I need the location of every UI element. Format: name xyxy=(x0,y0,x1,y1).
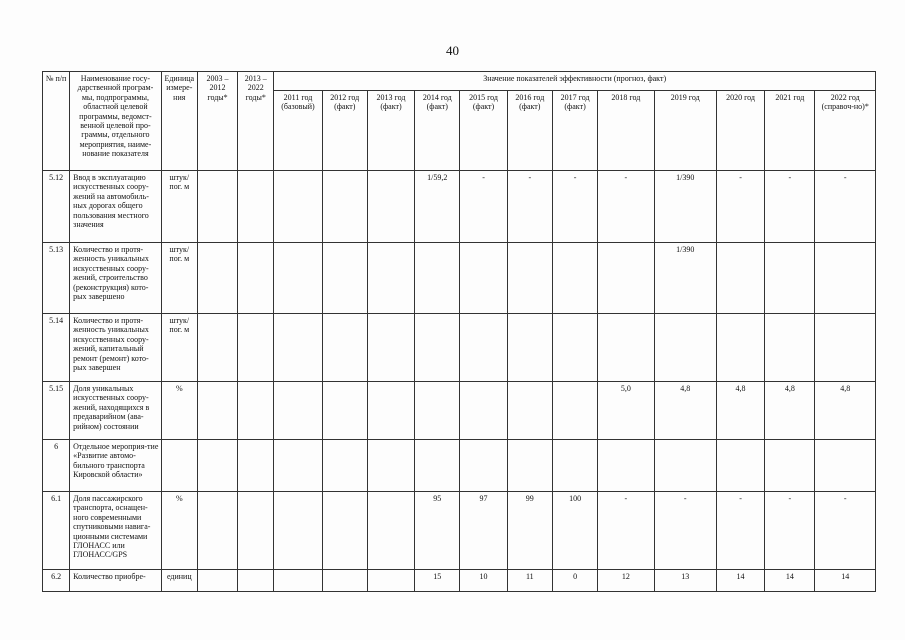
value-2013-2022 xyxy=(238,314,274,382)
year-value xyxy=(415,382,460,440)
table-row xyxy=(43,492,876,570)
table-body xyxy=(43,171,876,592)
table-header xyxy=(43,72,876,171)
year-value xyxy=(552,243,597,314)
year-value xyxy=(274,243,322,314)
year-value xyxy=(367,440,414,492)
header-year: 2015 год (факт) xyxy=(460,91,507,171)
header-year: 2018 год xyxy=(598,91,654,171)
page-number: 40 xyxy=(446,43,459,58)
row-number: 6 xyxy=(43,440,70,492)
header-year: 2017 год (факт) xyxy=(552,91,597,171)
year-value: 13 xyxy=(654,570,716,592)
year-value xyxy=(765,314,815,382)
year-value xyxy=(460,440,507,492)
year-value xyxy=(322,570,367,592)
year-value: 15 xyxy=(415,570,460,592)
year-value xyxy=(507,440,552,492)
year-value xyxy=(415,314,460,382)
table-row xyxy=(43,382,876,440)
year-value xyxy=(815,314,876,382)
unit xyxy=(161,440,197,492)
year-value: 4,8 xyxy=(716,382,764,440)
year-value: 4,8 xyxy=(765,382,815,440)
year-value: - xyxy=(815,492,876,570)
year-value xyxy=(322,314,367,382)
year-value: - xyxy=(598,171,654,243)
row-number: 6.2 xyxy=(43,570,70,592)
unit: штук/ пог. м xyxy=(161,314,197,382)
indicator-name: Доля уникальных искусственных соору-жений, находящихся в предаварийном (ава-рийном) состоянии xyxy=(70,382,162,440)
year-value: 1/59,2 xyxy=(415,171,460,243)
year-value xyxy=(507,243,552,314)
year-value: 11 xyxy=(507,570,552,592)
unit: штук/ пог. м xyxy=(161,243,197,314)
year-value: - xyxy=(716,171,764,243)
year-value xyxy=(598,243,654,314)
indicators-table xyxy=(42,71,876,592)
unit: единиц xyxy=(161,570,197,592)
table-row xyxy=(43,440,876,492)
year-value xyxy=(367,314,414,382)
year-value xyxy=(815,243,876,314)
year-value: 1/390 xyxy=(654,243,716,314)
year-value xyxy=(415,243,460,314)
year-value: 100 xyxy=(552,492,597,570)
year-value xyxy=(367,570,414,592)
year-value: 95 xyxy=(415,492,460,570)
year-value xyxy=(552,440,597,492)
header-name: Наименование госу-дарственной програм-мы, подпрограммы, областной целевой программы, ведомст-венной целевой про-граммы, отдельного мероприятия, наиме-нование показателя xyxy=(70,72,162,171)
value-2003-2012 xyxy=(197,243,237,314)
year-value: - xyxy=(460,171,507,243)
year-value xyxy=(460,314,507,382)
year-value xyxy=(367,492,414,570)
header-num: № п/п xyxy=(43,72,70,171)
year-value xyxy=(716,314,764,382)
year-value: - xyxy=(716,492,764,570)
indicator-name: Количество и протя-женность уникальных искусственных соору-жений, строительство (реконструкция) кото-рых завершено xyxy=(70,243,162,314)
value-2013-2022 xyxy=(238,440,274,492)
indicator-name: Отдельное мероприя-тие «Развитие автомо-бильного транспорта Кировской области» xyxy=(70,440,162,492)
year-value xyxy=(274,171,322,243)
header-2013-2022: 2013 – 2022 годы* xyxy=(238,72,274,171)
year-value xyxy=(716,440,764,492)
header-year: 2013 год (факт) xyxy=(367,91,414,171)
row-number: 5.14 xyxy=(43,314,70,382)
year-value xyxy=(765,440,815,492)
table-row xyxy=(43,171,876,243)
year-value xyxy=(815,440,876,492)
year-value xyxy=(367,171,414,243)
year-value: 12 xyxy=(598,570,654,592)
value-2003-2012 xyxy=(197,492,237,570)
value-2003-2012 xyxy=(197,314,237,382)
value-2013-2022 xyxy=(238,243,274,314)
year-value: - xyxy=(765,171,815,243)
year-value xyxy=(322,440,367,492)
year-value xyxy=(274,314,322,382)
year-value: 14 xyxy=(765,570,815,592)
year-value xyxy=(322,171,367,243)
indicator-name: Доля пассажирского транспорта, оснащен-ного современными спутниковыми навига-ционными системами ГЛОНАСС или ГЛОНАСС/GPS xyxy=(70,492,162,570)
indicator-name: Ввод в эксплуатацию искусственных соору-жений на автомобиль-ных дорогах общего пользования местного значения xyxy=(70,171,162,243)
header-year: 2011 год (базовый) xyxy=(274,91,322,171)
year-value: - xyxy=(765,492,815,570)
value-2013-2022 xyxy=(238,492,274,570)
table-row xyxy=(43,314,876,382)
year-value: 4,8 xyxy=(815,382,876,440)
value-2003-2012 xyxy=(197,382,237,440)
year-value: - xyxy=(552,171,597,243)
year-value xyxy=(322,492,367,570)
year-value: 10 xyxy=(460,570,507,592)
table-row xyxy=(43,570,876,592)
unit: % xyxy=(161,382,197,440)
year-value: 1/390 xyxy=(654,171,716,243)
header-year: 2016 год (факт) xyxy=(507,91,552,171)
year-value: 14 xyxy=(716,570,764,592)
row-number: 5.13 xyxy=(43,243,70,314)
indicator-name: Количество приобре- xyxy=(70,570,162,592)
year-value: 14 xyxy=(815,570,876,592)
header-group-title: Значение показателей эффективности (прогноз, факт) xyxy=(274,72,876,91)
year-value xyxy=(716,243,764,314)
year-value: 97 xyxy=(460,492,507,570)
year-value: 0 xyxy=(552,570,597,592)
header-year: 2012 год (факт) xyxy=(322,91,367,171)
header-unit: Единица измере-ния xyxy=(161,72,197,171)
row-number: 5.15 xyxy=(43,382,70,440)
header-row-1 xyxy=(43,72,876,91)
unit: штук/ пог. м xyxy=(161,171,197,243)
row-number: 6.1 xyxy=(43,492,70,570)
year-value: 99 xyxy=(507,492,552,570)
header-year: 2020 год xyxy=(716,91,764,171)
year-value xyxy=(460,243,507,314)
year-value xyxy=(367,243,414,314)
year-value xyxy=(552,314,597,382)
year-value xyxy=(765,243,815,314)
header-year: 2014 год (факт) xyxy=(415,91,460,171)
year-value: 4,8 xyxy=(654,382,716,440)
value-2003-2012 xyxy=(197,570,237,592)
year-value: - xyxy=(507,171,552,243)
year-value xyxy=(274,440,322,492)
year-value xyxy=(507,382,552,440)
header-year: 2022 год (справоч-но)* xyxy=(815,91,876,171)
value-2013-2022 xyxy=(238,570,274,592)
year-value xyxy=(274,492,322,570)
year-value: - xyxy=(598,492,654,570)
value-2013-2022 xyxy=(238,382,274,440)
year-value xyxy=(274,382,322,440)
table-row xyxy=(43,243,876,314)
year-value xyxy=(654,314,716,382)
unit: % xyxy=(161,492,197,570)
header-year: 2021 год xyxy=(765,91,815,171)
header-year: 2019 год xyxy=(654,91,716,171)
year-value xyxy=(274,570,322,592)
year-value: - xyxy=(654,492,716,570)
year-value xyxy=(507,314,552,382)
year-value: 5,0 xyxy=(598,382,654,440)
year-value xyxy=(460,382,507,440)
value-2003-2012 xyxy=(197,171,237,243)
row-number: 5.12 xyxy=(43,171,70,243)
indicator-name: Количество и протя-женность уникальных искусственных соору-жений, капитальный ремонт (ремонт) кото-рых завершен xyxy=(70,314,162,382)
year-value xyxy=(367,382,414,440)
value-2003-2012 xyxy=(197,440,237,492)
value-2013-2022 xyxy=(238,171,274,243)
year-value xyxy=(598,314,654,382)
year-value xyxy=(598,440,654,492)
year-value xyxy=(415,440,460,492)
year-value xyxy=(552,382,597,440)
year-value: - xyxy=(815,171,876,243)
year-value xyxy=(322,243,367,314)
year-value xyxy=(322,382,367,440)
year-value xyxy=(654,440,716,492)
header-2003-2012: 2003 – 2012 годы* xyxy=(197,72,237,171)
